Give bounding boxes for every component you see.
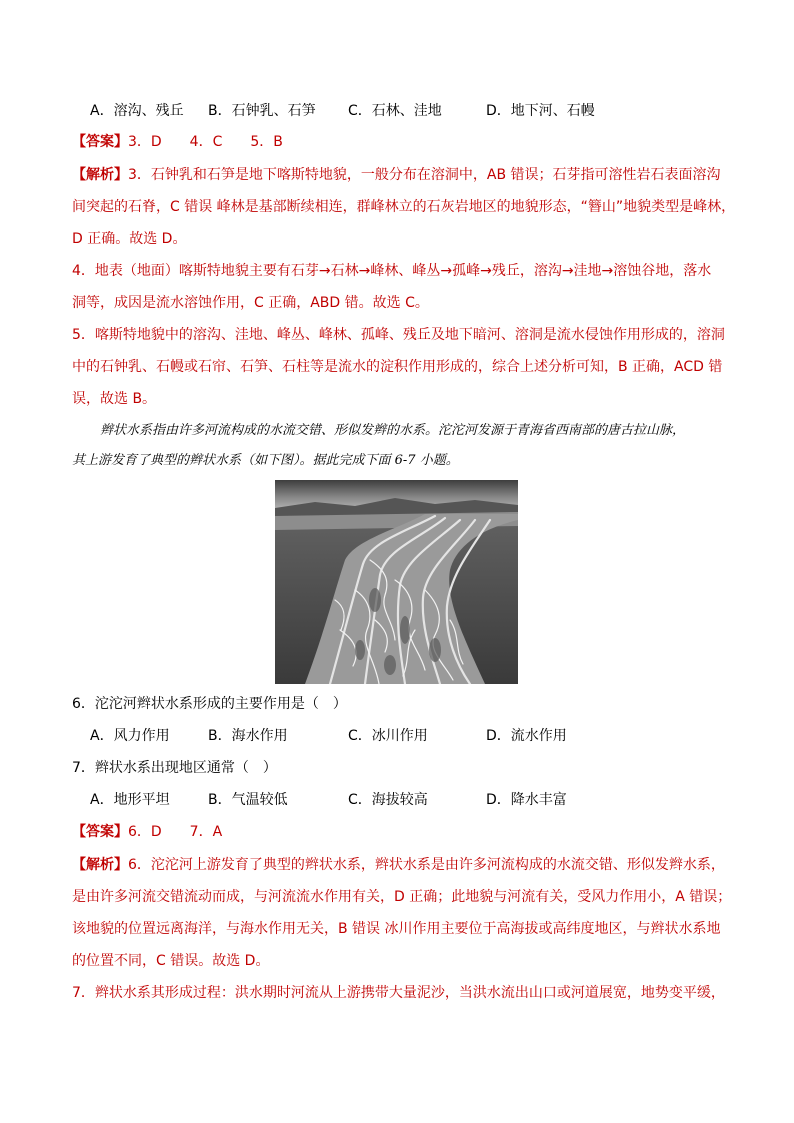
option-a: A．溶沟、残丘: [90, 103, 184, 119]
analysis-4-line-1: 4．地表（地面）喀斯特地貌主要有石芽→石林→峰林、峰丛→孤峰→残丘，溶沟→洼地→溶蚀谷地，落水: [72, 263, 712, 279]
analysis-3-line-1: 【解析】3．石钟乳和石笋是地下喀斯特地貌，一般分布在溶洞中，AB 错误；石芽指可溶性岩石表面溶沟: [72, 167, 721, 183]
option-d: D．地下河、石幔: [486, 103, 595, 119]
answer-tag: 【答案】: [72, 134, 128, 150]
analysis-6-line-1: 【解析】6．沱沱河上游发育了典型的辫状水系，辫状水系是由许多河流构成的水流交错、形似发辫水系，: [72, 857, 725, 873]
option-d: D．降水丰富: [486, 792, 567, 808]
analysis-4-line-2: 洞等，成因是流水溶蚀作用，C 正确，ABD 错。故选 C。: [72, 295, 429, 311]
analysis-3-line-2: 间突起的石脊，C 错误 峰林是基部断续相连，群峰林立的石灰岩地区的地貌形态，“簪山”地貌类型是峰林，: [72, 199, 736, 215]
passage-line-2: 其上游发育了典型的辫状水系（如下图）。据此完成下面 6-7 小题。: [72, 453, 459, 468]
answer-line-2: [72, 822, 732, 842]
analysis-6-line-4: 的位置不同，C 错误。故选 D。: [72, 953, 270, 969]
analysis-5-line-1: 5．喀斯特地貌中的溶沟、洼地、峰丛、峰林、孤峰、残丘及地下暗河、溶洞是流水侵蚀作用形成的，溶洞: [72, 327, 725, 343]
analysis-6-line-2: 是由许多河流交错流动而成，与河流流水作用有关，D 正确；此地貌与河流有关，受风力作用小，A 错误；: [72, 889, 732, 905]
analysis-5-line-2: 中的石钟乳、石幔或石帘、石笋、石柱等是流水的淀积作用形成的，综合上述分析可知，B 正确，ACD 错: [72, 359, 723, 375]
option-c: C．海拔较高: [348, 792, 428, 808]
option-c: C．石林、洼地: [348, 103, 442, 119]
option-a: A．地形平坦: [90, 792, 170, 808]
analysis-7-line-1: 7．辫状水系其形成过程：洪水期时河流从上游携带大量泥沙，当洪水流出山口或河道展宽，地势变平缓，: [72, 985, 725, 1001]
q6-stem: 6．沱沱河辫状水系形成的主要作用是（ ）: [72, 696, 347, 712]
analysis-tag: 【解析】: [72, 167, 128, 183]
answer-tag: 【答案】: [72, 824, 128, 840]
passage-line-1: 辫状水系指由许多河流构成的水流交错、形似发辫的水系。沱沱河发源于青海省西南部的唐古拉山脉，: [100, 423, 686, 438]
analysis-5-line-3: 误，故选 B。: [72, 391, 157, 407]
analysis-tag: 【解析】: [72, 857, 128, 873]
q7-stem: 7．辫状水系出现地区通常（ ）: [72, 760, 277, 776]
analysis-3-line-3: D 正确。故选 D。: [72, 231, 187, 247]
option-b: B．海水作用: [208, 728, 288, 744]
option-d: D．流水作用: [486, 728, 567, 744]
analysis-6-line-3: 该地貌的位置远离海洋，与海水作用无关，B 错误 冰川作用主要位于高海拔或高纬度地区，与辫状水系地: [72, 921, 721, 937]
option-b: B．石钟乳、石笋: [208, 103, 316, 119]
braided-river-photo: [275, 480, 518, 684]
answer-line-1: [72, 132, 732, 152]
option-a: A．风力作用: [90, 728, 170, 744]
answer-text: 3．D 4．C 5．B: [128, 134, 283, 150]
option-b: B．气温较低: [208, 792, 288, 808]
option-c: C．冰川作用: [348, 728, 428, 744]
answer-text: 6．D 7．A: [128, 824, 223, 840]
